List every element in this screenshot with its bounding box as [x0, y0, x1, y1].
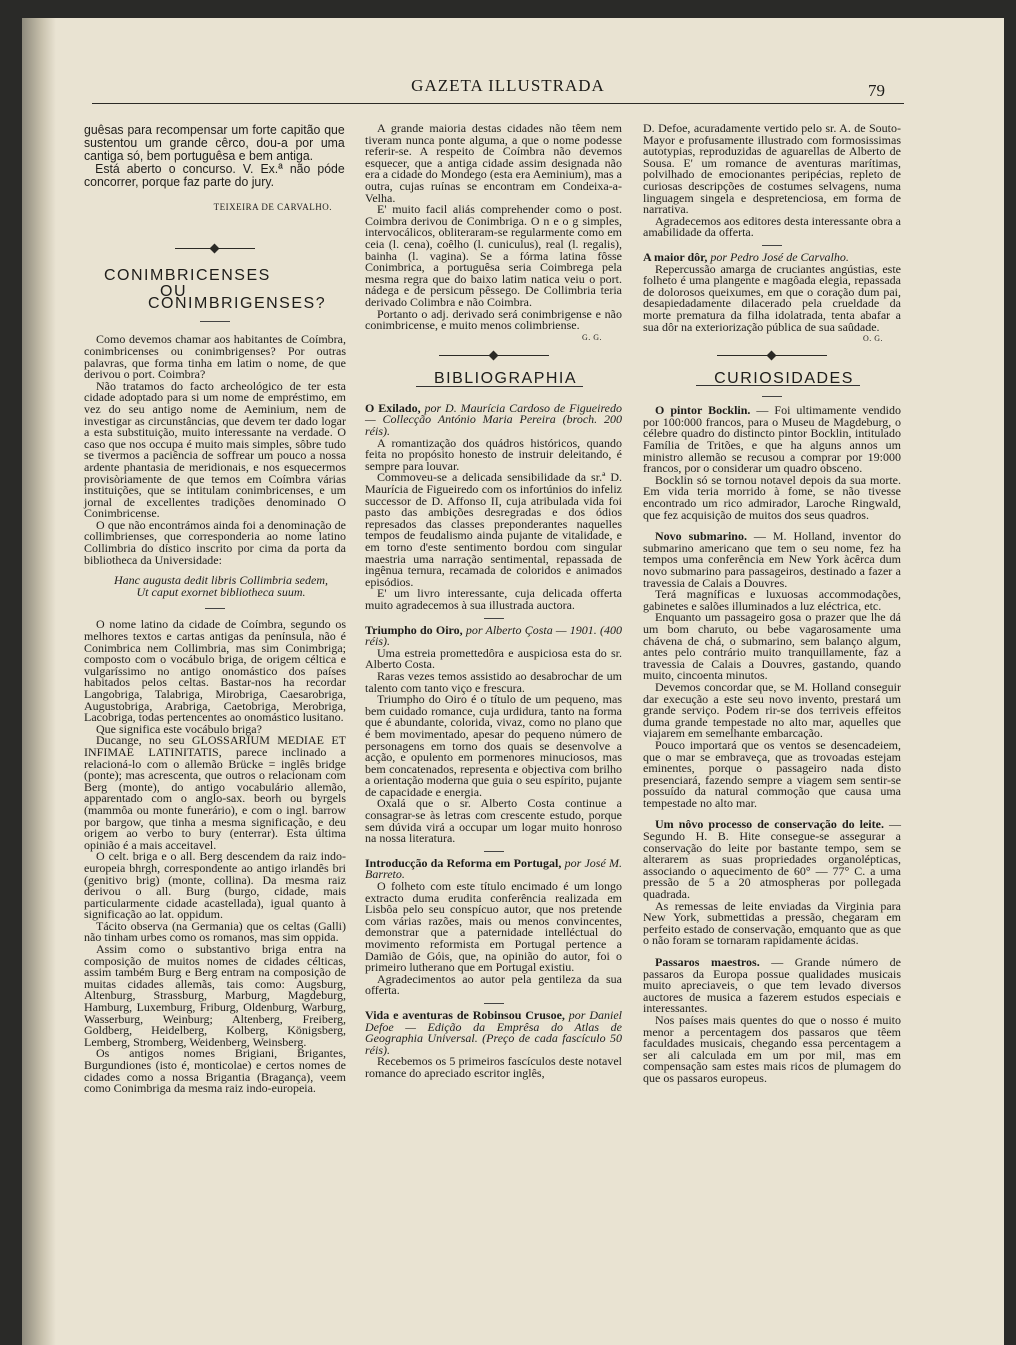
- column-2: [365, 123, 622, 1080]
- paragraph: Uma estreia promettedôra e auspiciosa esta do sr. Alberto Costa.: [365, 645, 622, 672]
- paragraph: Commoveu-se a delicada sensibilidade da sr.ª D. Maurícia de Figueiredo com os infortúnios do infeliz successor de D. Affonso II, cuja atribulada vida foi pasto das ambições desregradas e dos ódios represados das classes preponderantes naquelles tempos de feudalismo ainda pujante de vitalidade, e em torno d'este sentimento bordou com singular maestria uma narração sentimental, repassada de ingênua ternura, recamada de coloridos e animados episódios.: [365, 470, 622, 589]
- curiosity-title: Novo submarino.: [655, 529, 747, 544]
- column-1: [84, 123, 346, 1095]
- header-rule: [92, 103, 904, 104]
- paragraph: Triumpho do Oiro é o título de um pequeno, mas bem cuidado romance, cuja urdidura, tanto na forma que é abundante, colorida, vivaz, como no plano que é bem movimentado, apesar do pequeno número de personagens em torno dos quais se desenvolve a acção, e opulento em pormenores minuciosos, mas bem concatenados, representa e objectiva com brilho a orientação moderna que guia o seu espírito, pujante de capacidade e energia.: [365, 692, 622, 799]
- review-item: [365, 400, 622, 612]
- paragraph: O folheto com este título encimado é um longo extracto duma erudita conferência realizada em Lisbôa pelo seu conspícuo autor, que nos pretende com várias razões, mais ou menos convincentes, demonstrar que a paternidade intelléctual do movimento reformista em Portugal pertence a Damião de Góis, que, na opinião do autor, foi o primeiro lutherano que em Portugal existiu.: [365, 879, 622, 975]
- latin-verse-line: Ut caput exornet bibliotheca suum.: [136, 584, 306, 599]
- section-title-bibliographia: BIBLIOGRAPHIA: [365, 373, 622, 387]
- poem-article-ending: [84, 123, 346, 188]
- section-divider: [175, 244, 255, 254]
- paragraph: Como devemos chamar aos habitantes de Coímbra, conimbricenses ou conimbrigenses? Por outras palavras, que forma tinha em latim o nome, de que derivou o port. Coimbra?: [84, 332, 346, 382]
- paragraph: E' um livro interessante, cuja delicada offerta muito agradecemos à sua illustrada auctora.: [365, 586, 622, 612]
- paragraph: Agradecemos aos editores desta interessante obra a amabilidade da offerta.: [643, 213, 901, 240]
- paragraph: Não tratamos do facto archeológico de ter esta cidade adoptado para si um nome de empréstimo, em vez do seu antigo nome de Aeminium, nem de investigar as circunstâncias, que devem ter dado logar a esta substituição, muito interessante na verdade. O caso que nos occupa é muito mais simples, sôbre tudo se tivermos a paciência de soffrear um pouco a nossa ardente phantasia de meridionais, e nos esquecermos provisòriamente de que temos em Coímbra várias instituições, que se intitulam conimbricenses, e um jornal de excellentes tradições denominado O Conimbricense.: [84, 378, 346, 521]
- paragraph: — M. Holland, inventor do submarino americano que tem o seu nome, fez ha tempos uma conferência em New York àcêrca dum novo submarino para passageiros, destinado a fazer a travessia de Calais a Douvres.: [643, 529, 902, 590]
- paragraph: D. Defoe, acuradamente vertido pelo sr. A. de Souto-Mayor e profusamente illustrado com formosissimas autotypias, reproduzidas de aguarellas de Alberto de Sousa. E' um romance de aventuras marítimas, polvilhado de emocionantes peripécias, repleto de curiosas descripções de costumes selvagens, numa linguagem singela e despretenciosa, em forma de narrativa.: [643, 121, 901, 217]
- review-title: Vida e aventuras de Robinsou Crusoe,: [365, 1007, 565, 1022]
- paragraph: Terá magníficas e luxuosas accommodações, gabinetes e salões illuminados a luz eléctrica, etc.: [643, 587, 901, 613]
- review-item: [365, 855, 623, 998]
- paragraph: — Foi ultimamente vendido por 100:000 francos, para o Museu de Magdeburg, o célebre quadro do distincto pintor Bocklin, intitulado Família de Tritões, e que ha alguns annos um ministro allemão se recusou a comprar por 19:000 francos, por o considerar um quadro obsceno.: [643, 403, 902, 476]
- section-divider: [439, 351, 549, 361]
- page-binding-shadow: [22, 18, 56, 1345]
- curiosity-title: Um nôvo processo de conservação do leite.: [655, 817, 884, 832]
- curiosity-item: [643, 957, 901, 1085]
- review-item: [643, 249, 901, 334]
- paragraph: Pouco importará que os ventos se desencadeiem, que o mar se embraveça, que as trovoadas estejam eminentes, porque o passageiro nada disto presenciará, fazendo sempre a viagem sem sentir-se possuído da natural commoção que causa uma tempestade no alto mar.: [643, 737, 901, 810]
- article-title-line2: OU CONIMBRIGENSES?: [148, 283, 327, 312]
- title-rule: [200, 321, 230, 322]
- paragraph: Raras vezes temos assistido ao desabrochar de um talento com tanto viço e frescura.: [365, 668, 622, 695]
- review-title: Introducção da Reforma em Portugal,: [365, 855, 562, 870]
- paragraph: Ducange, no seu GLOSSARIUM MEDIAE ET INFIMAE LATINITATIS, parece inclinado a relacioná-lo com o allemão Brücke = inglês bridge (ponte); mas acrescenta, que outros o relacionam com Berg (monte), do antigo vocabulário allemão, apparentado com o anglo-sax. beorh ou byrgels (mammôa ou monte funerário), e com o ingl. barrow por bargow, que tinha a mesma significação, e deu origem ao verbo to bury (enterrar). Esta última opinião é a mais acceitavel.: [84, 733, 346, 852]
- review-item: [365, 622, 622, 846]
- curiosity-item: [643, 819, 901, 947]
- author-signature: O. G.: [862, 334, 883, 344]
- page-number: 79: [868, 81, 885, 100]
- paragraph: Bocklin só se tornou notavel depois da sua morte. Em vida teria morrido à fome, se não tivesse encontrado um rico admirador, Laroche Ringwald, que fez acquisição de muitos dos seus quadros.: [643, 472, 901, 522]
- review-byline: por D. Maurícia Cardoso de Figueiredo — Collecção António Maria Pereira (broch. 200 réis).: [365, 400, 622, 439]
- paragraph: Tácito observa (na Germania) que os celtas (Galli) não tinham urbes como os romanos, mas sim oppida.: [84, 918, 346, 945]
- article-title-line1: CONIMBRICENSES: [104, 266, 271, 284]
- paragraph: O que não encontrámos ainda foi a denominação de collimbrienses, que corresponderia ao nome latino Collimbria do dístico inscrito por cima da porta da bibliotheca da Universidade:: [84, 517, 346, 567]
- paragraph: Portanto o adj. derivado será conimbrigense e não conimbricense, e muito menos colimbriense.: [365, 306, 622, 333]
- latin-verse-line: Hanc augusta dedit libris Collimbria sedem,: [114, 573, 328, 588]
- paragraph: — Grande número de passaros da Europa possue qualidades musicais muito apreciaveis, o que tem levado diversos auctores de musica a fazerem estudos especiais e interessantes.: [643, 955, 902, 1016]
- article-body-b: [84, 619, 346, 1094]
- curiosity-item: [643, 405, 901, 521]
- short-rule: [484, 1003, 504, 1004]
- paragraph: Agradecimentos ao autor pela gentileza da sua offerta.: [365, 971, 622, 998]
- short-rule: [762, 396, 782, 397]
- short-rule: [484, 851, 504, 852]
- paragraph: O celt. briga e o all. Berg descendem da raiz indo-europeia bhrgh, correspondente ao antigo irlandês bri (genitivo brig) (monte, collina). Da mesma raiz derivou o all. Burg (burgo, cidade, mais particularmente cidade acastellada), igual quanto à significação ao lat. oppidum.: [84, 849, 346, 922]
- paragraph: Enquanto um passageiro gosa o prazer que lhe dá um bom charuto, ou bebe vagarosamente uma chávena de chá, o submarino, sem balanço algum, antes pelo contrário muito tranquillamente, faz a travessia de Calais a Douvres, gastando, quando muito, cincoenta minutos.: [643, 610, 901, 683]
- paragraph: O nome latino da cidade de Coímbra, segundo os melhores textos e cartas antigas da península, não é Conimbrica nem Collimbria, mas sim Conimbriga; composto com o vocábulo briga, de origem céltica e vulgaríssimo no antigo onomástico dos países habitados pelos celtas. Bastar-nos ha recordar Langobriga, Talabriga, Mirobriga, Caesarobriga, Augustobriga, Arabriga, Caetobriga, Merobriga, Lacobriga, todas pertencentes ao onomástico lusitano.: [84, 617, 346, 725]
- masthead-title: GAZETA ILLUSTRADA: [411, 76, 605, 95]
- short-rule: [205, 608, 225, 609]
- paragraph: Devemos concordar que, se M. Holland conseguir dar execução a este seu novo invento, prestará um grande serviço. Podem rir-se dos terriveis effeitos duma grande tempestade no alto mar, aquelles que viajarem em semelhante embarcação.: [643, 679, 901, 741]
- paragraph: Assim como o substantivo briga entra na composição de muitos nomes de cidades célticas, assim também Burg e Berg entram na composição de muitas cidades allemãs, tais como: Augsburg, Altenburg, Strassburg, Marburg, Magdeburg, Hamburg, Luxemburg, Friburg, Oldenburg, Warburg, Wasserburg, Weinburg; Altenberg, Freiberg, Goldberg, Heidelberg, Kolberg, Königsberg, Lemberg, Stromberg, Weidenberg, Weinsberg.: [84, 942, 346, 1049]
- review-byline: por Daniel Defoe — Edição da Emprêsa do Atlas de Geographia Universal. (Preço de cada fascículo 50 réis).: [365, 1007, 622, 1057]
- review-item: [365, 1007, 622, 1080]
- short-rule: [484, 618, 504, 619]
- paragraph: Os antigos nomes Brigiani, Brigantes, Burgundiones (isto é, monticolae) e certos nomes de cidades como a nossa Brigantia (Bragança), veem como Conimbriga da mesma raiz indo-europeia.: [84, 1046, 346, 1096]
- paragraph: Está aberto o concurso. V. Ex.ª não póde concorrer, porque faz parte do jury.: [84, 161, 345, 189]
- paragraph: A grande maioria destas cidades não têem nem tiveram nunca ponte alguma, a que o nome podesse referir-se. A respeito de Coímbra não devemos esquecer, que a antiga cidade assim designada não era a cidade do Mondego (esta era Aeminium), mas a outra, cujas ruínas se encontram em Condeixa-a-Velha.: [365, 121, 622, 205]
- paragraph: guêsas para recompensar um forte capitão que sustentou um grande cêrco, dou-a por uma cantiga só, bem portuguêsa e bem antiga.: [84, 122, 345, 163]
- paragraph: A romantização dos quádros históricos, quando feita no propósito honesto de instruir deleitando, é sempre para louvar.: [365, 435, 622, 473]
- author-signature: G. G.: [581, 332, 602, 342]
- author-signature: TEIXEIRA DE CARVALHO.: [213, 202, 332, 212]
- review-byline: por José M. Barreto.: [365, 855, 623, 882]
- section-title-curiosidades: CURIOSIDADES: [643, 373, 901, 387]
- curiosity-title: Passaros maestros.: [655, 955, 760, 969]
- paragraph: Que significa este vocábulo briga?: [96, 721, 262, 736]
- review-title: Triumpho do Oiro,: [365, 622, 463, 637]
- paragraph: Recebemos os 5 primeiros fascículos deste notavel romance do apreciado escritor inglês,: [365, 1054, 622, 1080]
- paragraph: E' muito facil aliás comprehender como o post. Coimbra derivou de Conimbriga. O n e o g simples, intervocálicos, obliteraram-se regularmente como em ceia (l. cena), coêlho (l. cuniculus), real (l. regalis), bainha (l. vagina). Se a fórma latina fôsse Conimbrica, a portuguêsa seria Coimbrega pela mesma regra que do baixo latim natica veiu o port. nádega e de persicum pêssego. De Collimbria teria derivado Colimbra e não Coimbra.: [365, 202, 622, 309]
- paragraph: Repercussão amarga de cruciantes angústias, este folheto é uma plangente e magôada elegia, repassada de dolorosos queixumes, em que o coração dum pai, desapiedadamente dilacerado pela crueldade da morte prematura da filha idolatrada, tenta abafar a sua dôr na exteriorização pública de sua saûdade.: [643, 261, 901, 334]
- column-3: [643, 123, 901, 1085]
- curiosity-item: [643, 531, 901, 809]
- paragraph: — Segundo H. B. Hite consegue-se assegurar a conservação do leite por bastante tempo, sem se alterarem as suas propriedades organolépticas, associando o aquecimento de 60° — 77° C. a uma pressão de 5 a 20 atmospheras por pollegada quadrada.: [643, 817, 902, 902]
- review-byline: por Pedro José de Carvalho.: [710, 249, 849, 264]
- review-title: O Exilado,: [365, 400, 421, 415]
- curiosity-title: O pintor Bocklin.: [655, 403, 751, 418]
- paragraph: Oxalá que o sr. Alberto Costa continue a consagrar-se às letras com crescente estudo, porque sem dúvida virá a occupar um logar muito honroso na nossa literatura.: [365, 796, 622, 846]
- review-title: A maior dôr,: [643, 249, 708, 264]
- section-divider: [717, 351, 827, 361]
- review-byline: por Alberto Çosta — 1901. (400 réis).: [365, 622, 622, 649]
- article-body-a: [84, 334, 346, 566]
- short-rule: [762, 245, 782, 246]
- paragraph: As remessas de leite enviadas da Virginia para New York, submettidas a pressão, chegaram em perfeito estado de conservação, emquanto que as que o não foram se tornaram rapidamente ácidas.: [643, 898, 901, 948]
- paragraph: Nos países mais quentes do que o nosso é muito menor a percentagem dos passaros que têem faculdades musicais, chegando essa percentagem a ser ali calculada em um por mil, mas em compensação sam estes mais ricos de plumagem do que os passaros europeus.: [643, 1012, 901, 1085]
